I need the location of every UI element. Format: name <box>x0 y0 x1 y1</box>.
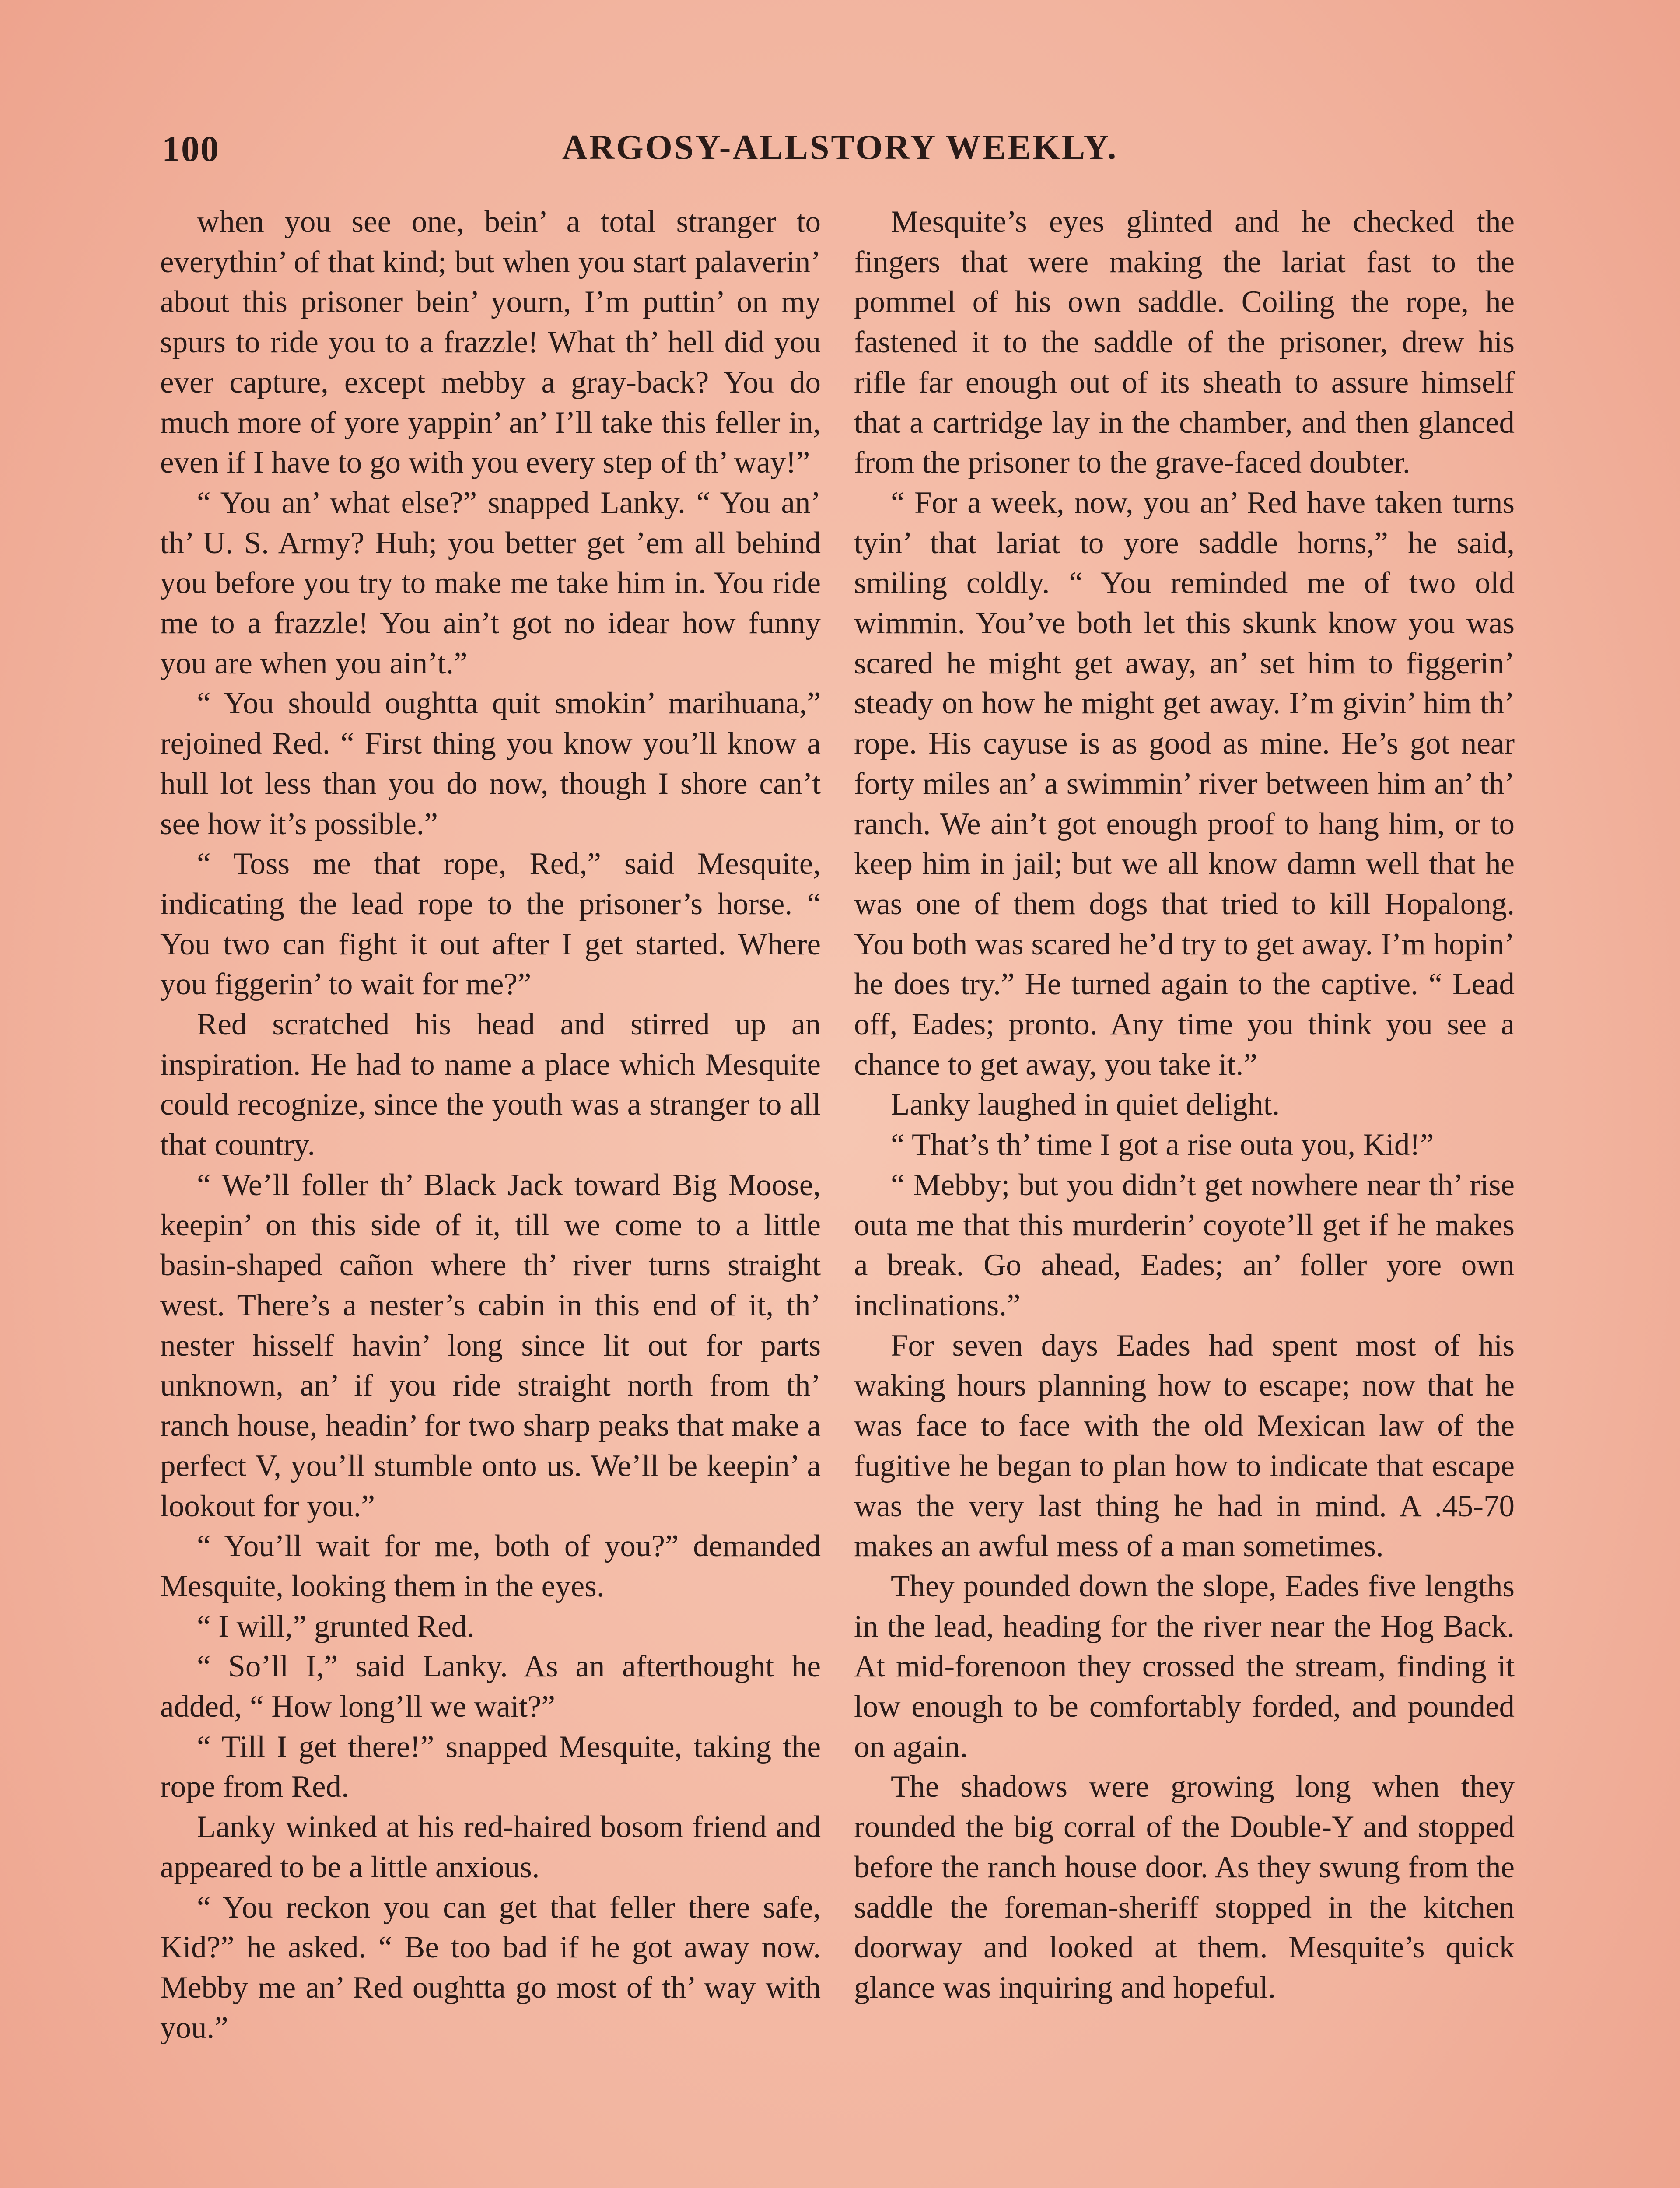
paragraph: when you see one, bein’ a total stranger to everythin’ of that kind; but when you start palaverin’ about this prisoner bein’ yourn, I’m puttin’ on my spurs to ride you to a frazzle! What th’ hell did you ever capture, except mebby a gray-back? You do much more of yore yappin’ an’ I’ll take this feller in, even if I have to go with you every step of th’ way!” <box>160 205 821 480</box>
paragraph: “ You an’ what else?” snapped Lanky. “ You an’ th’ U. S. Army? Huh; you better get ’em all behind you before you try to make me take him in. You ride me to a frazzle! You ain’t got no idear how funny you are when you ain’t.” <box>160 485 821 680</box>
paragraph: “ You should oughtta quit smokin’ marihuana,” rejoined Red. “ First thing you know you’ll know a hull lot less than you do now, though I shore can’t see how it’s possible.” <box>160 686 821 841</box>
page-header <box>162 128 1518 185</box>
paragraph: They pounded down the slope, Eades five lengths in the lead, heading for the river near the Hog Back. At mid-forenoon they crossed the stream, finding it low enough to be comfortably forded, and pounded on again. <box>854 1569 1515 1764</box>
paragraph: The shadows were growing long when they rounded the big corral of the Double-Y and stopped before the ranch house door. As they swung from the saddle the foreman-sheriff stopped in the kitchen doorway and looked at them. Mesquite’s quick glance was inquiring and hopeful. <box>854 1770 1515 2005</box>
page-number: 100 <box>162 129 220 169</box>
paragraph: “ For a week, now, you an’ Red have taken turns tyin’ that lariat to yore saddle horns,” he said, smiling coldly. “ You reminded me of two old wimmin. You’ve both let this skunk know you was scared he might get away, an’ set him to figgerin’ steady on how he might get away. I’m givin’ him th’ rope. His cayuse is as good as mine. He’s got near forty miles an’ a swimmin’ river between him an’ th’ ranch. We ain’t got enough proof to hang him, or to keep him in jail; but we all know damn well that he was one of them dogs that tried to kill Hopalong. You both was scared he’d try to get away. I’m hopin’ he does try.” He turned again to the captive. “ Lead off, Eades; pronto. Any time you think you see a chance to get away, you take it.” <box>854 485 1515 1082</box>
paragraph: “ We’ll foller th’ Black Jack toward Big Moose, keepin’ on this side of it, till we come to a little basin-shaped cañon where th’ river turns straight west. There’s a nester’s cabin in this end of it, th’ nester hisself havin’ long since lit out for parts unknown, an’ if you ride straight north from th’ ranch house, headin’ for two sharp peaks that make a perfect V, you’ll stumble onto us. We’ll be keepin’ a lookout for you.” <box>160 1168 821 1523</box>
paragraph: “ That’s th’ time I got a rise outa you, Kid!” <box>891 1128 1434 1162</box>
paragraph: “ Till I get there!” snapped Mesquite, taking the rope from Red. <box>160 1729 821 1804</box>
paragraph: Red scratched his head and stirred up an inspiration. He had to name a place which Mesquite could recognize, since the youth was a stranger to all that country. <box>160 1007 821 1162</box>
paragraph: Lanky winked at his red-haired bosom friend and appeared to be a little anxious. <box>160 1810 821 1884</box>
paragraph: “ You reckon you can get that feller there safe, Kid?” he asked. “ Be too bad if he got away now. Mebby me an’ Red oughtta go most of th’ way with you.” <box>160 1890 821 2045</box>
paragraph: Mesquite’s eyes glinted and he checked the fingers that were making the lariat fast to the pommel of his own saddle. Coiling the rope, he fastened it to the saddle of the prisoner, drew his rifle far enough out of its sheath to assure himself that a cartridge lay in the chamber, and then glanced from the prisoner to the grave-faced doubter. <box>854 205 1515 480</box>
right-column <box>854 202 1515 2008</box>
paragraph: “ Mebby; but you didn’t get nowhere near th’ rise outa me that this murderin’ coyote’ll get if he makes a break. Go ahead, Eades; an’ foller yore own inclinations.” <box>854 1168 1515 1322</box>
paragraph: “ So’ll I,” said Lanky. As an afterthought he added, “ How long’ll we wait?” <box>160 1649 821 1724</box>
paragraph: “ You’ll wait for me, both of you?” demanded Mesquite, looking them in the eyes. <box>160 1529 821 1603</box>
paragraph: “ Toss me that rope, Red,” said Mesquite, indicating the lead rope to the prisoner’s horse. “ You two can fight it out after I get started. Where you figgerin’ to wait for me?” <box>160 847 821 1002</box>
paragraph: For seven days Eades had spent most of his waking hours planning how to escape; now that he was face to face with the old Mexican law of the fugitive he began to plan how to indicate that escape was the very last thing he had in mind. A .45-70 makes an awful mess of a man sometimes. <box>854 1328 1515 1564</box>
left-column <box>160 202 821 2048</box>
paragraph: “ I will,” grunted Red. <box>197 1609 475 1644</box>
running-head: ARGOSY-ALLSTORY WEEKLY. <box>562 128 1118 167</box>
paragraph: Lanky laughed in quiet delight. <box>891 1087 1280 1122</box>
